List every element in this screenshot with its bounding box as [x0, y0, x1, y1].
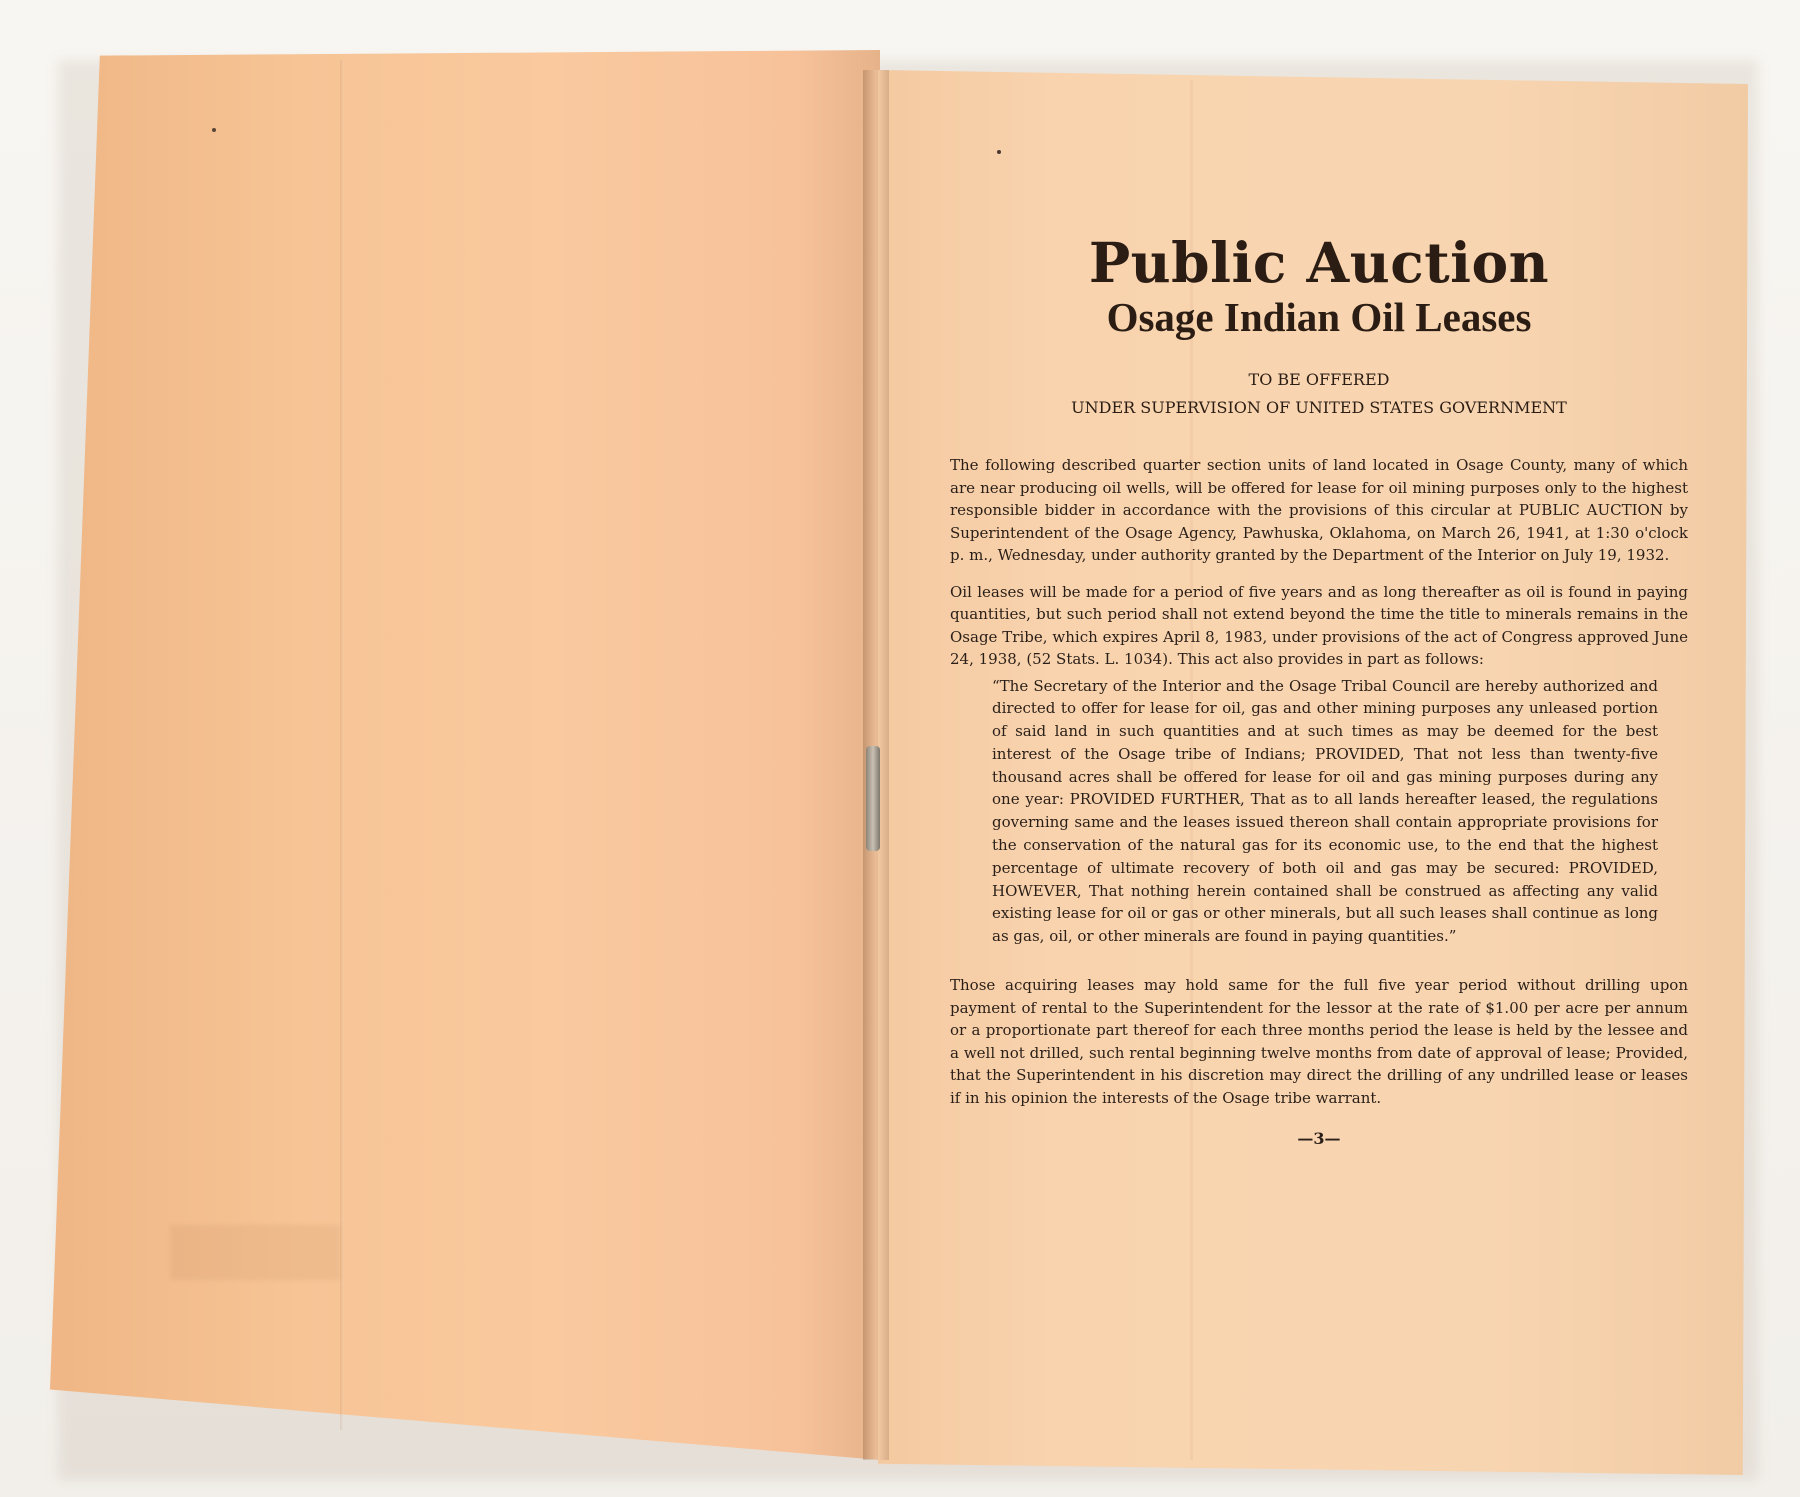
left-page-speck — [212, 128, 216, 132]
page-subtitle: Osage Indian Oil Leases — [1106, 294, 1532, 340]
paragraph-rental-terms: Those acquiring leases may hold same for the full five year period without drilling upon payment of rental to the Superintendent for the lessor at the rate of $1.00 per acre per annum or a proportionate part thereof for each three months period the lease is held by the lessee and a well not drilled, such rental beginning twelve months from date of approval of lease; Provided, that the Superintendent in his discretion may direct the drilling of any undrilled lease or leases if in his opinion the interests of the Osage tribe warrant. — [950, 976, 1688, 1107]
staple — [866, 746, 880, 851]
left-page-fold-crease — [340, 60, 344, 1430]
paragraph-lease-term: Oil leases will be made for a period of five years and as long thereafter as oil is found in paying quantities, but such period shall not extend beyond the time the title to minerals remains in the Osage Tribe, which expires April 8, 1983, under provisions of the act of Congress approved June 24, 1938, (52 Stats. L. 1034). This act also provides in part as follows: — [950, 582, 1688, 668]
quoted-act-excerpt: “The Secretary of the Interior and the Osage Tribal Council are hereby authorized and directed to offer for lease for oil, gas and other mining purposes any unleased portion of said land in such quantities and at such times as may be deemed for the best interest of the Osage tribe of Indians; PROVIDED, That not less than twenty-five thousand acres shall be offered for lease for oil and gas mining purposes during any one year: PROVIDED FURTHER, That as to all lands hereafter leased, the regulations governing same and the leases issued thereon shall contain appropriate provisions for the conservation of the natural gas for its economic use, to the end that the highest percentage of ultimate recovery of both oil and gas may be secured: PROVIDED, HOWEVER, That nothing herein contained shall be construed as affecting any valid existing lease for oil or gas or other minerals, but all such leases shall continue as long as gas, oil, or other minerals are found in paying quantities.” — [992, 676, 1658, 946]
offered-line-1: TO BE OFFERED — [1248, 370, 1390, 389]
left-page-bleed-through — [170, 1225, 340, 1280]
right-page-speck — [997, 150, 1001, 154]
paragraph-auction-notice: The following described quarter section units of land located in Osage County, many of which are near producing oil wells, will be offered for lease for oil mining purposes only to the highest responsible bidder in accordance with the provisions of this circular at PUBLIC AUCTION by Superintendent of the Osage Agency, Pawhuska, Oklahoma, on March 26, 1941, at 1:30 o'clock p. m., Wednesday, under authority granted by the Department of the Interior on July 19, 1932. — [950, 456, 1688, 564]
offered-line-2: UNDER SUPERVISION OF UNITED STATES GOVERNMENT — [1071, 398, 1567, 417]
right-page-content — [950, 232, 1688, 1148]
page-title: Public Auction — [1088, 230, 1550, 295]
page-number: —3— — [1297, 1129, 1341, 1149]
